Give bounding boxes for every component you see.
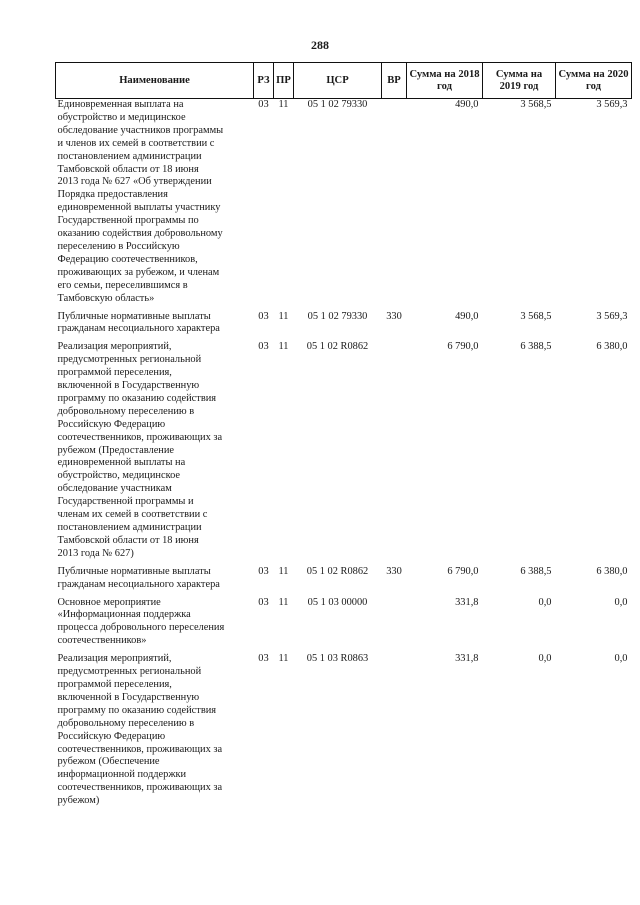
header-pr: ПР bbox=[274, 63, 294, 99]
row-pr: 11 bbox=[278, 565, 289, 577]
table-row bbox=[56, 99, 632, 306]
row-sum-2019: 0,0 bbox=[538, 653, 552, 665]
row-sum-2018: 6 790,0 bbox=[447, 565, 479, 577]
row-sum-2018: 6 790,0 bbox=[447, 341, 479, 353]
page-number: 288 bbox=[311, 38, 329, 52]
table-row bbox=[56, 592, 632, 649]
row-sum-2019: 3 568,5 bbox=[520, 310, 552, 322]
row-pr: 11 bbox=[278, 653, 289, 665]
row-pr: 11 bbox=[278, 310, 289, 322]
row-name: Реализация мероприятий, предусмотренных региональной программой переселения, включенной в Государственную программу по оказанию содействия добровольному переселению в Российскую Федерацию соотечественников, проживающих за рубежом (Обеспечение информационной поддержки соотечественников, проживающих за рубежом) bbox=[57, 653, 223, 807]
row-rz: 03 bbox=[258, 596, 269, 608]
row-name: Единовременная выплата на обустройство и медицинское обследование участников программы и членов их семей в соответствии с постановлением администрации Тамбовской области от 18 июня 2013 года № 627 «Об утверждении Порядка предоставления единовременной выплаты участнику Государственной программы по оказанию содействия добровольному переселению в Российскую Федерацию соотечественников, проживающих за рубежом, и членам его семьи, переселившимся в Тамбовскую область» bbox=[57, 99, 224, 304]
row-sum-2018: 490,0 bbox=[455, 310, 479, 322]
header-name: Наименование bbox=[56, 63, 254, 99]
row-vr bbox=[382, 99, 407, 306]
row-rz: 03 bbox=[258, 565, 269, 577]
row-pr: 11 bbox=[278, 99, 289, 110]
row-sum-2020: 3 569,3 bbox=[596, 99, 628, 110]
row-pr: 11 bbox=[278, 596, 289, 608]
row-sum-2019: 0,0 bbox=[538, 596, 552, 608]
row-sum-2020: 3 569,3 bbox=[596, 310, 628, 322]
table-row bbox=[56, 336, 632, 560]
row-csr: 05 1 02 R0862 bbox=[306, 565, 369, 577]
row-sum-2020: 6 380,0 bbox=[596, 565, 628, 577]
row-vr bbox=[382, 648, 407, 808]
row-vr bbox=[382, 336, 407, 560]
header-vr: ВР bbox=[382, 63, 407, 99]
row-name: Реализация мероприятий, предусмотренных региональной программой переселения, включенной в Государственную программу по оказанию содействия добровольному переселению в Российскую Федерацию соотечественников, проживающих за рубежом (Предоставление единовременной выплаты на обустройство, медицинское обследование участникам Государственной программы и членам их семей в соответствии с постановлением администрации Тамбовской области от 18 июня 2013 года № 627) bbox=[57, 341, 223, 559]
header-rz: РЗ bbox=[254, 63, 274, 99]
table-row bbox=[56, 648, 632, 808]
header-sum-2018: Сумма на 2018 год bbox=[407, 63, 483, 99]
row-name: Основное мероприятие «Информационная поддержка процесса добровольного переселения соотечественников» bbox=[57, 596, 225, 647]
row-sum-2020: 6 380,0 bbox=[596, 341, 628, 353]
row-sum-2020: 0,0 bbox=[614, 596, 628, 608]
row-sum-2018: 490,0 bbox=[455, 99, 479, 110]
row-sum-2020: 0,0 bbox=[614, 653, 628, 665]
row-rz: 03 bbox=[258, 653, 269, 665]
row-sum-2018: 331,8 bbox=[455, 596, 479, 608]
row-sum-2019: 6 388,5 bbox=[520, 565, 552, 577]
row-csr: 05 1 03 00000 bbox=[307, 596, 368, 608]
header-sum-2020: Сумма на 2020 год bbox=[556, 63, 632, 99]
row-pr: 11 bbox=[278, 341, 289, 353]
table-row bbox=[56, 306, 632, 337]
row-rz: 03 bbox=[258, 99, 269, 110]
row-vr: 330 bbox=[386, 565, 402, 577]
row-csr: 05 1 02 R0862 bbox=[306, 341, 369, 353]
row-vr: 330 bbox=[386, 310, 402, 322]
row-name: Публичные нормативные выплаты гражданам несоциального характера bbox=[57, 565, 220, 590]
row-sum-2019: 6 388,5 bbox=[520, 341, 552, 353]
row-csr: 05 1 03 R0863 bbox=[306, 653, 369, 665]
budget-table bbox=[55, 62, 632, 808]
header-csr: ЦСР bbox=[294, 63, 382, 99]
row-vr bbox=[382, 592, 407, 649]
row-sum-2018: 331,8 bbox=[455, 653, 479, 665]
table-header-row bbox=[56, 63, 632, 99]
header-sum-2019: Сумма на 2019 год bbox=[483, 63, 556, 99]
row-csr: 05 1 02 79330 bbox=[307, 99, 368, 110]
table-row bbox=[56, 561, 632, 592]
row-sum-2019: 3 568,5 bbox=[520, 99, 552, 110]
row-rz: 03 bbox=[258, 310, 269, 322]
row-name: Публичные нормативные выплаты гражданам несоциального характера bbox=[57, 310, 220, 335]
row-rz: 03 bbox=[258, 341, 269, 353]
row-csr: 05 1 02 79330 bbox=[307, 310, 368, 322]
